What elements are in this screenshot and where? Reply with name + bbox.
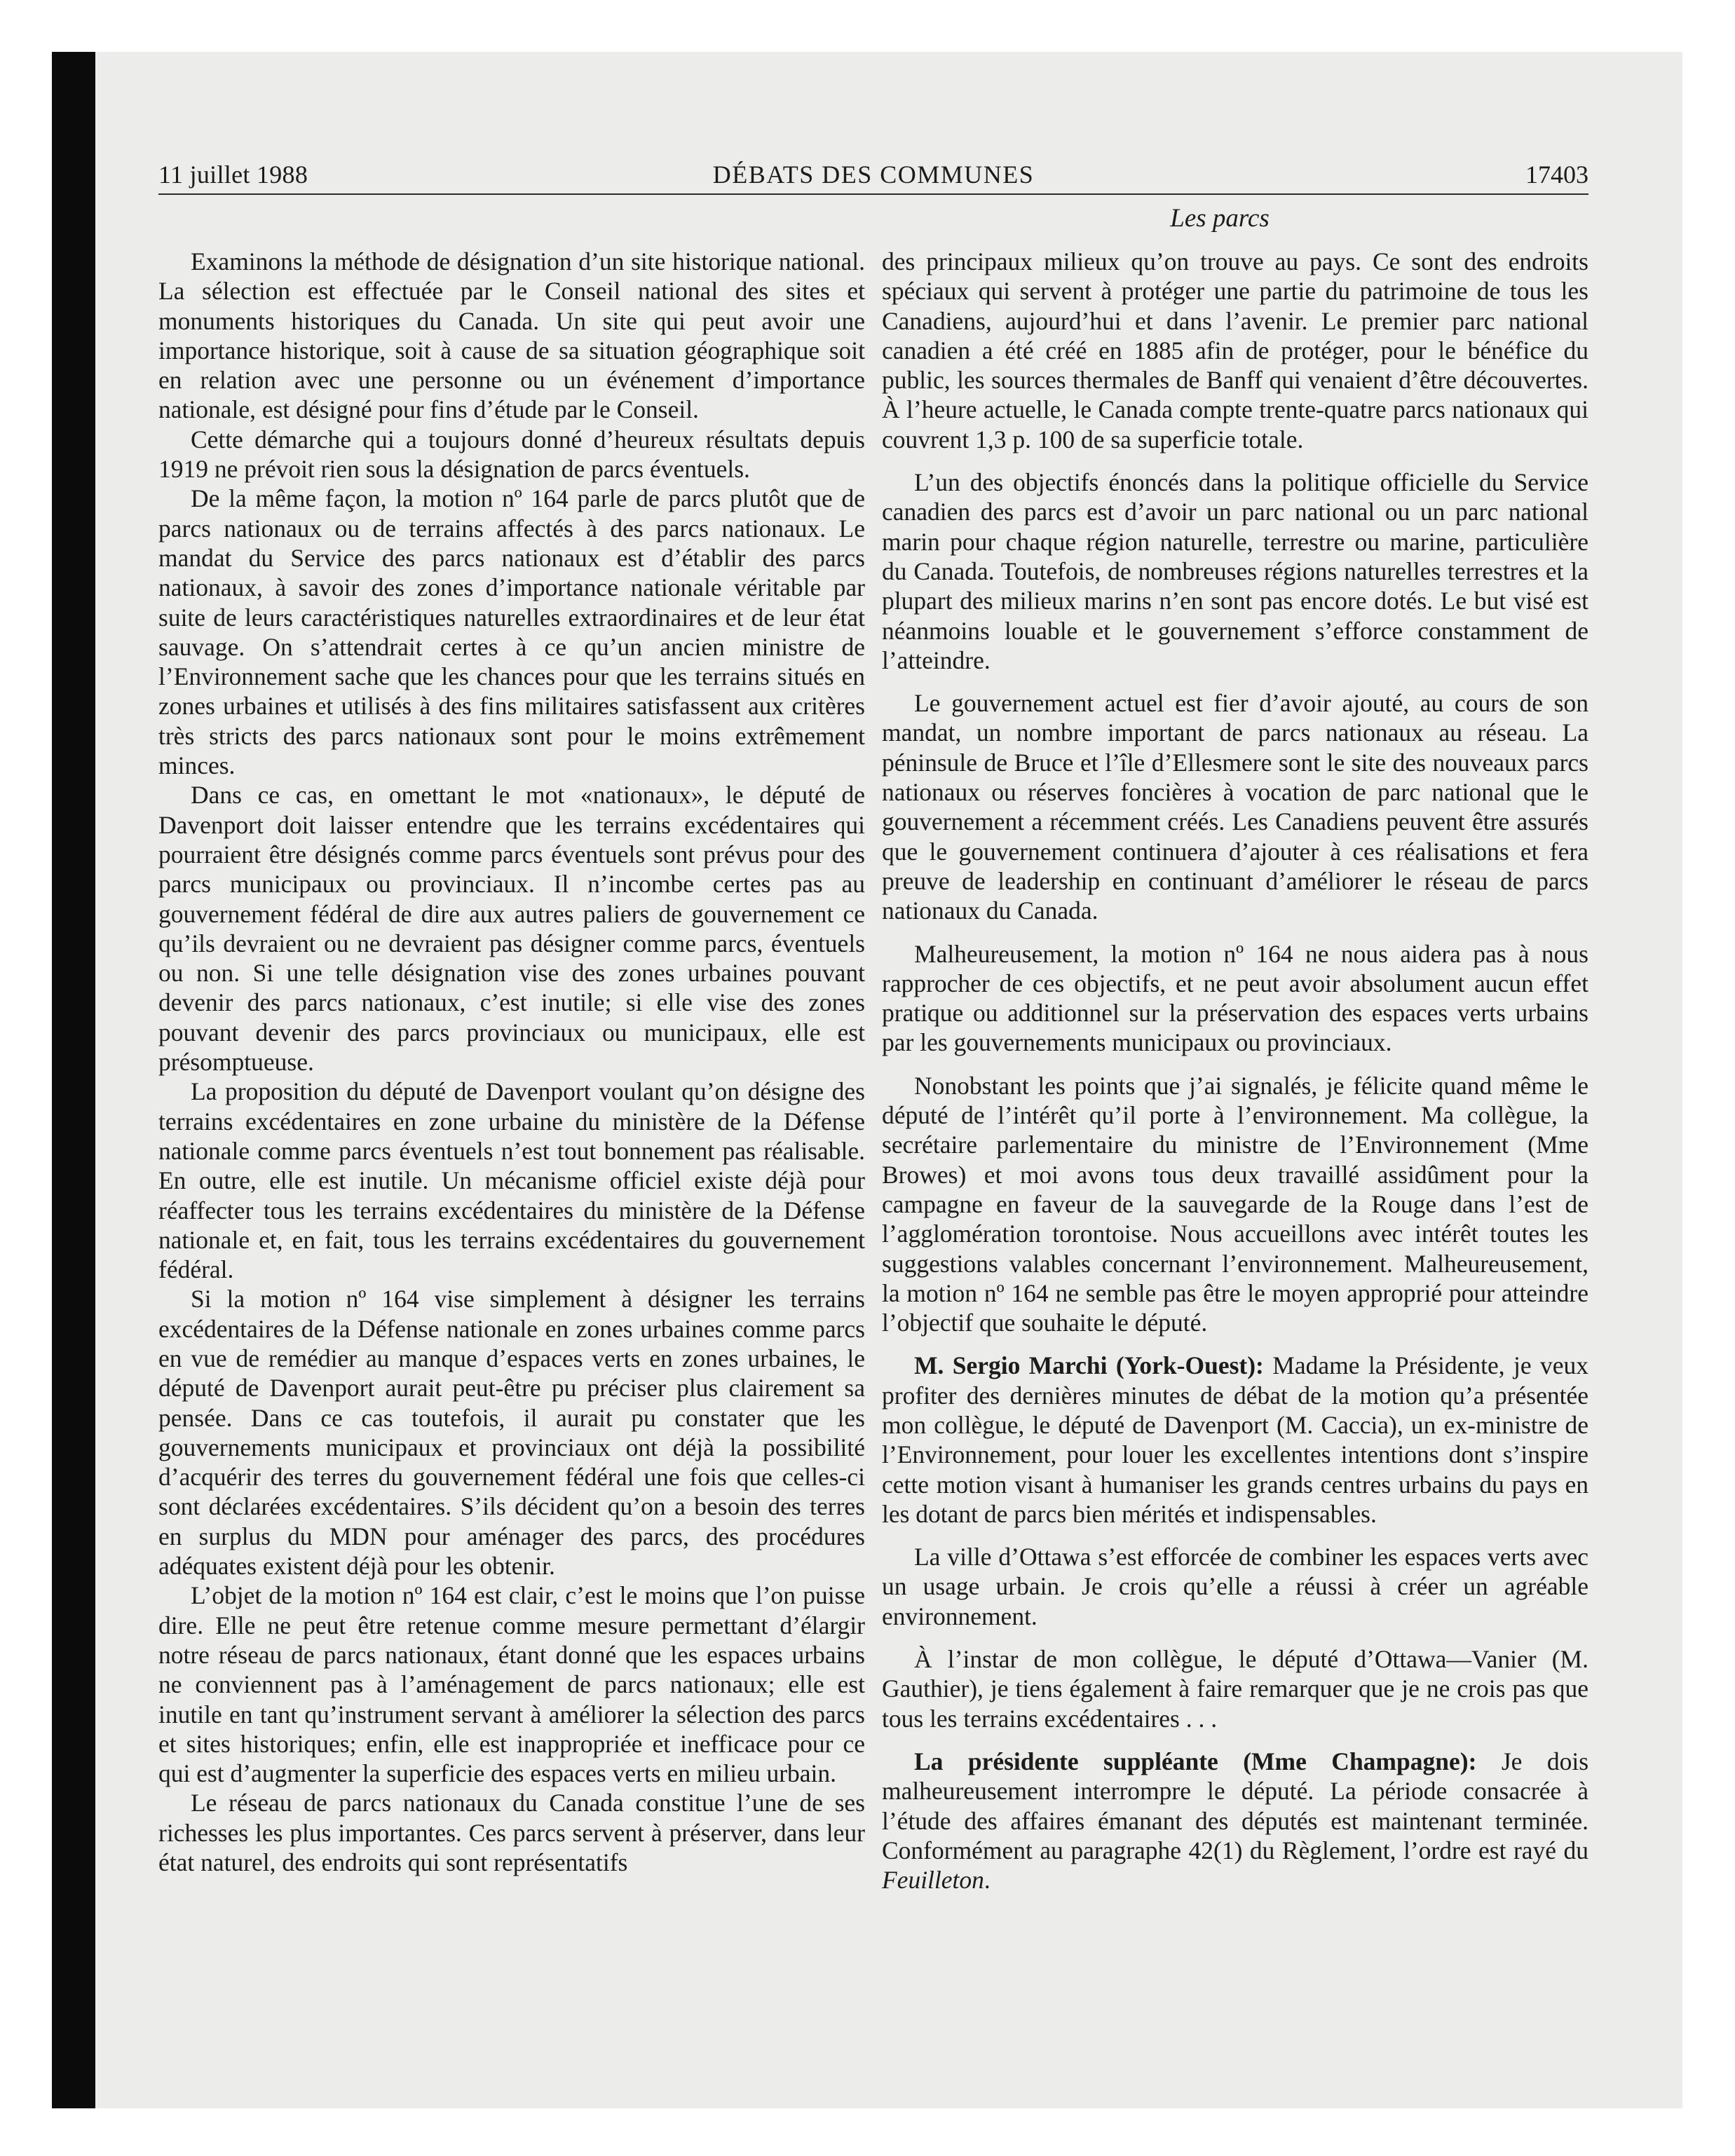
speech-paragraph: [882, 1351, 1588, 1529]
paragraph: Examinons la méthode de désignation d’un site historique national. La sélection est effectuée par le Conseil national des sites et monuments historiques du Canada. Un site qui peut avoir une importance historique, soit à cause de sa situation géographique soit en relation avec une personne ou un événement d’importance nationale, est désigné pour fins d’étude par le Conseil.: [158, 247, 865, 424]
right-column: [882, 247, 1588, 1895]
paragraph: L’objet de la motion nº 164 est clair, c’est le moins que l’on puisse dire. Elle ne peut être retenue comme mesure permettant d’élargir notre réseau de parcs nationaux, étant donné que les espaces urbains ne conviennent pas à l’aménagement de parcs nationaux; elle est inutile en tant qu’instrument servant à améliorer la sélection des parcs et sites historiques; enfin, elle est inappropriée et inefficace pour ce qui est d’augmenter la superficie des espaces verts en milieu urbain.: [158, 1581, 865, 1788]
paragraph: Cette démarche qui a toujours donné d’heureux résultats depuis 1919 ne prévoit rien sous la désignation de parcs éventuels.: [158, 425, 865, 484]
header-title: DÉBATS DES COMMUNES: [712, 161, 1035, 189]
running-head: [158, 157, 1588, 192]
speaker-title: La présidente suppléante: [914, 1747, 1218, 1775]
paragraph: La proposition du député de Davenport voulant qu’on désigne des terrains excédentaires en zone urbaine du ministère de la Défense nationale comme parcs éventuels n’est tout bonnement pas réalisable. En outre, elle est inutile. Un mécanisme officiel existe déjà pour réaffecter tous les terrains excédentaires du ministère de la Défense nationale et, en fait, tous les terrains excédentaires du gouvernement fédéral.: [158, 1077, 865, 1284]
speaker-name: M. Sergio Marchi (York-Ouest):: [914, 1351, 1264, 1380]
left-column: [158, 247, 865, 1877]
section-title: Les parcs: [1170, 204, 1270, 233]
speaker-name: (Mme Champagne):: [1243, 1747, 1477, 1775]
speech-end: .: [984, 1866, 991, 1895]
speech-paragraph: [882, 1747, 1588, 1895]
paragraph: Si la motion nº 164 vise simplement à désigner les terrains excédentaires de la Défense nationale en zones urbaines comme parcs en vue de remédier au manque d’espaces verts en zones urbaines, le député de Davenport aurait peut-être pu préciser plus clairement sa pensée. Dans ce cas toutefois, il aurait pu constater que les gouvernements municipaux et provinciaux ont déjà la possibilité d’acquérir des terres du gouvernement fédéral une fois que celles-ci sont déclarées excédentaires. S’ils décident qu’on a besoin des terres en surplus du MDN pour aménager des parcs, des procédures adéquates existent déjà pour les obtenir.: [158, 1285, 865, 1581]
header-date: 11 juillet 1988: [158, 161, 308, 189]
speech-text: Je dois malheureusement interrompre le député. La période consacrée à l’étude des affaires émanant des députés est maintenant terminée. Conformément au paragraphe 42(1) du Règlement, l’ordre est rayé du: [882, 1747, 1589, 1864]
speech-text: Madame la Présidente, je veux profiter des dernières minutes de débat de la motion qu’a présentée mon collègue, le député de Davenport (M. Caccia), un ex-ministre de l’Environnement, pour louer les excellentes intentions dont s’inspire cette motion visant à humaniser les grands centres urbains du pays en les dotant de parcs bien mérités et indispensables.: [882, 1351, 1588, 1528]
paragraph: Dans ce cas, en omettant le mot «nationaux», le député de Davenport doit laisser entendre que les terrains excédentaires qui pourraient être désignés comme parcs éventuels sont prévus pour des parcs municipaux ou provinciaux. Il n’incombe certes pas au gouvernement fédéral de dire aux autres paliers de gouvernement ce qu’ils devraient ou ne devraient pas désigner comme parcs, éventuels ou non. Si une telle désignation vise des zones urbaines pouvant devenir des parcs nationaux, c’est inutile; si elle vise des zones pouvant devenir des parcs provinciaux ou municipaux, elle est présomptueuse.: [158, 781, 865, 1077]
paragraph: Le gouvernement actuel est fier d’avoir ajouté, au cours de son mandat, un nombre important de parcs nationaux au réseau. La péninsule de Bruce et l’île d’Ellesmere sont le site des nouveaux parcs nationaux ou réserves foncières à vocation de parc national que le gouvernement a récemment créés. Les Canadiens peuvent être assurés que le gouvernement continuera d’ajouter à ces réalisations et fera preuve de leadership en continuant d’améliorer le réseau de parcs nationaux du Canada.: [882, 689, 1588, 925]
header-page-number: 17403: [1525, 161, 1588, 189]
feuilleton-reference: Feuilleton: [882, 1866, 984, 1895]
paragraph: des principaux milieux qu’on trouve au pays. Ce sont des endroits spéciaux qui servent à protéger une partie du patrimoine de tous les Canadiens, aujourd’hui et dans l’avenir. Le premier parc national canadien a été créé en 1885 afin de protéger, pour le bénéfice du public, les sources thermales de Banff qui venaient d’être découvertes. À l’heure actuelle, le Canada compte trente-quatre parcs nationaux qui couvrent 1,3 p. 100 de sa superficie totale.: [882, 247, 1588, 453]
header-rule: [158, 193, 1588, 195]
paragraph: Nonobstant les points que j’ai signalés, je félicite quand même le député de l’intérêt qu’il porte à l’environnement. Ma collègue, la secrétaire parlementaire du ministre de l’Environnement (Mme Browes) et moi avons tous deux travaillé assidûment pour la campagne en faveur de la sauvegarde de la Rouge dans l’est de l’agglomération torontoise. Nous accueillons avec intérêt toutes les suggestions valables concernant l’environnement. Malheureusement, la motion nº 164 ne semble pas être le moyen approprié pour atteindre l’objectif que souhaite le député.: [882, 1071, 1588, 1337]
paragraph: La ville d’Ottawa s’est efforcée de combiner les espaces verts avec un usage urbain. Je crois qu’elle a réussi à créer un agréable environnement.: [882, 1543, 1588, 1630]
paragraph: Malheureusement, la motion nº 164 ne nous aidera pas à nous rapprocher de ces objectifs, et ne peut avoir absolument aucun effet pratique ou additionnel sur la préservation des espaces verts urbains par les gouvernements municipaux ou provinciaux.: [882, 939, 1588, 1057]
paragraph: De la même façon, la motion nº 164 parle de parcs plutôt que de parcs nationaux ou de terrains affectés à des parcs nationaux. Le mandat du Service des parcs nationaux est d’établir des parcs nationaux, à savoir des zones d’importance nationale véritable par suite de leurs caractéristiques naturelles extraordinaires et de leur état sauvage. On s’attendrait certes à ce qu’un ancien ministre de l’Environnement sache que les chances pour que les terrains situés en zones urbaines et utilisés à des fins militaires satisfassent aux critères très stricts des parcs nationaux sont pour le moins extrêmement minces.: [158, 484, 865, 780]
scanned-page: [52, 52, 1682, 2108]
paragraph: L’un des objectifs énoncés dans la politique officielle du Service canadien des parcs est d’avoir un parc national ou un parc national marin pour chaque région naturelle, terrestre ou marine, particulière du Canada. Toutefois, de nombreuses régions naturelles terrestres et la plupart des milieux marins n’en sont pas encore dotés. Le but visé est néanmoins louable et le gouvernement s’efforce constamment de l’atteindre.: [882, 468, 1588, 674]
paragraph: Le réseau de parcs nationaux du Canada constitue l’une de ses richesses les plus importantes. Ces parcs servent à préserver, dans leur état naturel, des endroits qui sont représentatifs: [158, 1789, 865, 1877]
page: [52, 52, 1682, 2108]
paragraph: À l’instar de mon collègue, le député d’Ottawa—Vanier (M. Gauthier), je tiens également à faire remarquer que je ne crois pas que tous les terrains excédentaires . . .: [882, 1645, 1588, 1733]
